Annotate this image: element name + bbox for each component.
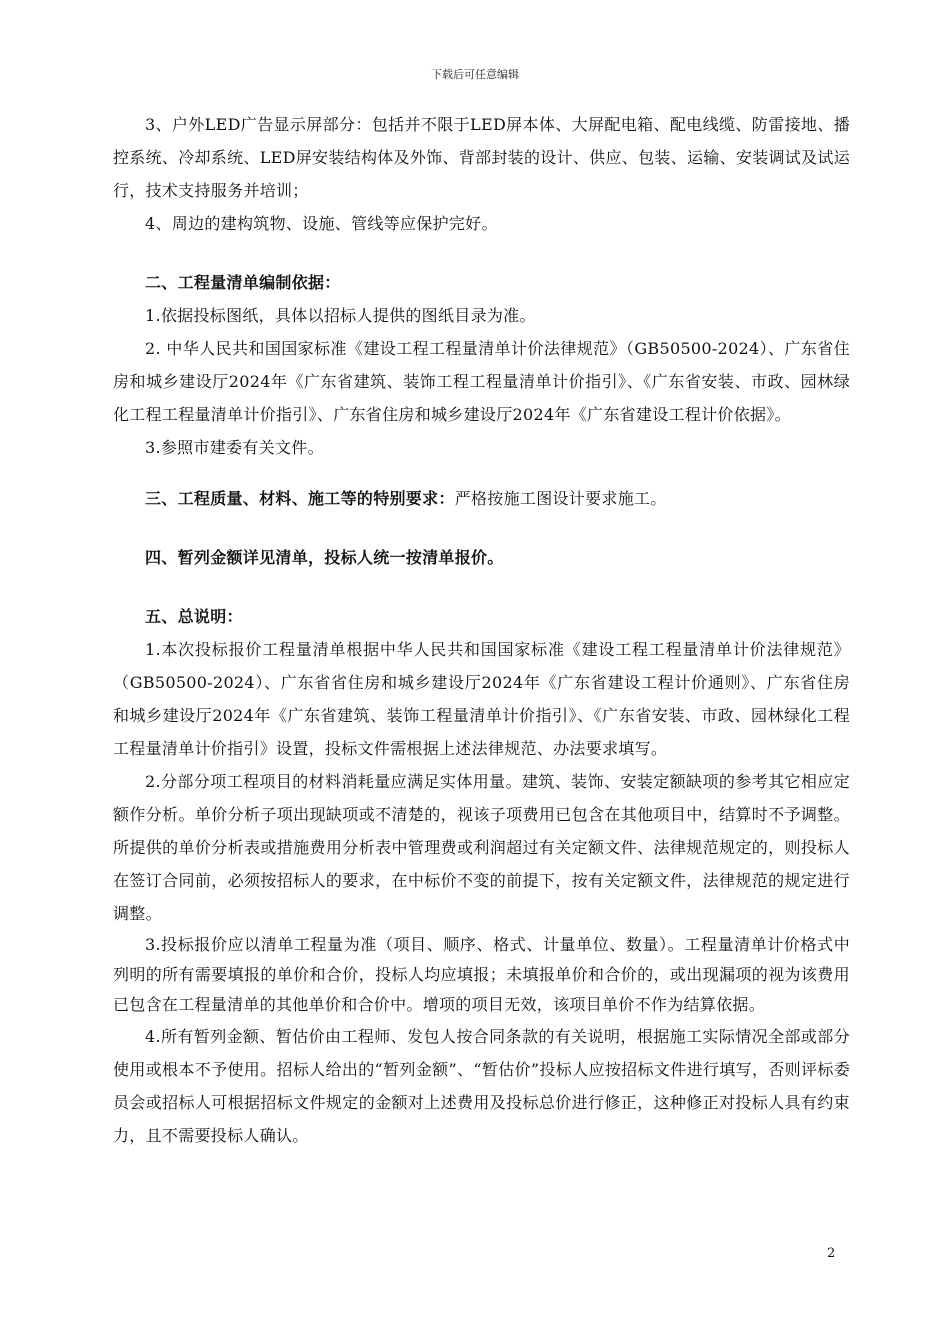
section-2-paragraph-3: 3.参照市建委有关文件。 xyxy=(145,438,324,457)
section-5-paragraph-2: 2.分部分项工程项目的材料消耗量应满足实体用量。建筑、装饰、安装定额缺项的参考其它相应定额作分析。单价分析子项出现缺项或不清楚的，视该子项费用已包含在其他项目中，结算时不予调整。所提供的单价分析表或措施费用分析表中管理费或利润超过有关定额文件、法律规范规定的，则投标人在签订合同前，必须按招标人的要求，在中标价不变的前提下，按有关定额文件，法律规范的规定进行调整。 xyxy=(113,772,850,923)
section-3-text: 严格按施工图设计要求施工。 xyxy=(454,489,667,508)
page-number: 2 xyxy=(827,1246,836,1261)
paragraph-item-4: 4、周边的建构筑物、设施、管线等应保护完好。 xyxy=(145,214,498,233)
section-5-heading: 五、总说明： xyxy=(145,607,243,626)
section-5-paragraph-1: 1.本次投标报价工程量清单根据中华人民共和国国家标准《建设工程工程量清单计价法律规范》（GB50500-2024）、广东省省住房和城乡建设厅2024年《广东省建设工程计价通则》、广东省住房和城乡建设厅2024年《广东省建筑、装饰工程量清单计价指引》、《广东省安装、市政、园林绿化工程工程量清单计价指引》设置，投标文件需根据上述法律规范、办法要求填写。 xyxy=(113,640,850,758)
section-5-paragraph-3: 3.投标报价应以清单工程量为准（项目、顺序、格式、计量单位、数量）。工程量清单计价格式中列明的所有需要填报的单价和合价，投标人均应填报；未填报单价和合价的，或出现漏项的视为该费用已包含在工程量清单的其他单价和合价中。增项的项目无效，该项目单价不作为结算依据。 xyxy=(113,935,850,1014)
section-2-paragraph-2: 2. 中华人民共和国国家标准《建设工程工程量清单计价法律规范》（GB50500-2024）、广东省住房和城乡建设厅2024年《广东省建筑、装饰工程工程量清单计价指引》、《广东省安装、市政、园林绿化工程工程量清单计价指引》、广东省住房和城乡建设厅2024年《广东省建设工程计价依据》。 xyxy=(113,339,850,424)
section-4-heading: 四、暂列金额详见清单，投标人统一按清单报价。 xyxy=(145,548,504,567)
paragraph-item-3: 3、户外LED广告显示屏部分：包括并不限于LED屏本体、大屏配电箱、配电线缆、防雷接地、播控系统、冷却系统、LED屏安装结构体及外饰、背部封装的设计、供应、包装、运输、安装调试及试运行，技术支持服务并培训； xyxy=(113,115,850,200)
document-body xyxy=(113,108,850,1152)
section-5-paragraph-4: 4.所有暂列金额、暂估价由工程师、发包人按合同条款的有关说明，根据施工实际情况全部或部分使用或根本不予使用。招标人给出的“暂列金额”、“暂估价”投标人应按招标文件进行填写，否则评标委员会或招标人可根据招标文件规定的金额对上述费用及投标总价进行修正，这种修正对投标人具有约束力，且不需要投标人确认。 xyxy=(113,1027,850,1145)
section-2-paragraph-1: 1.依据投标图纸，具体以招标人提供的图纸目录为准。 xyxy=(145,306,536,325)
section-2-heading: 二、工程量清单编制依据： xyxy=(145,273,341,292)
section-3-heading xyxy=(113,482,850,515)
page-header: 下载后可任意编辑 xyxy=(431,68,519,81)
section-3-title: 三、工程质量、材料、施工等的特别要求： xyxy=(145,489,455,508)
